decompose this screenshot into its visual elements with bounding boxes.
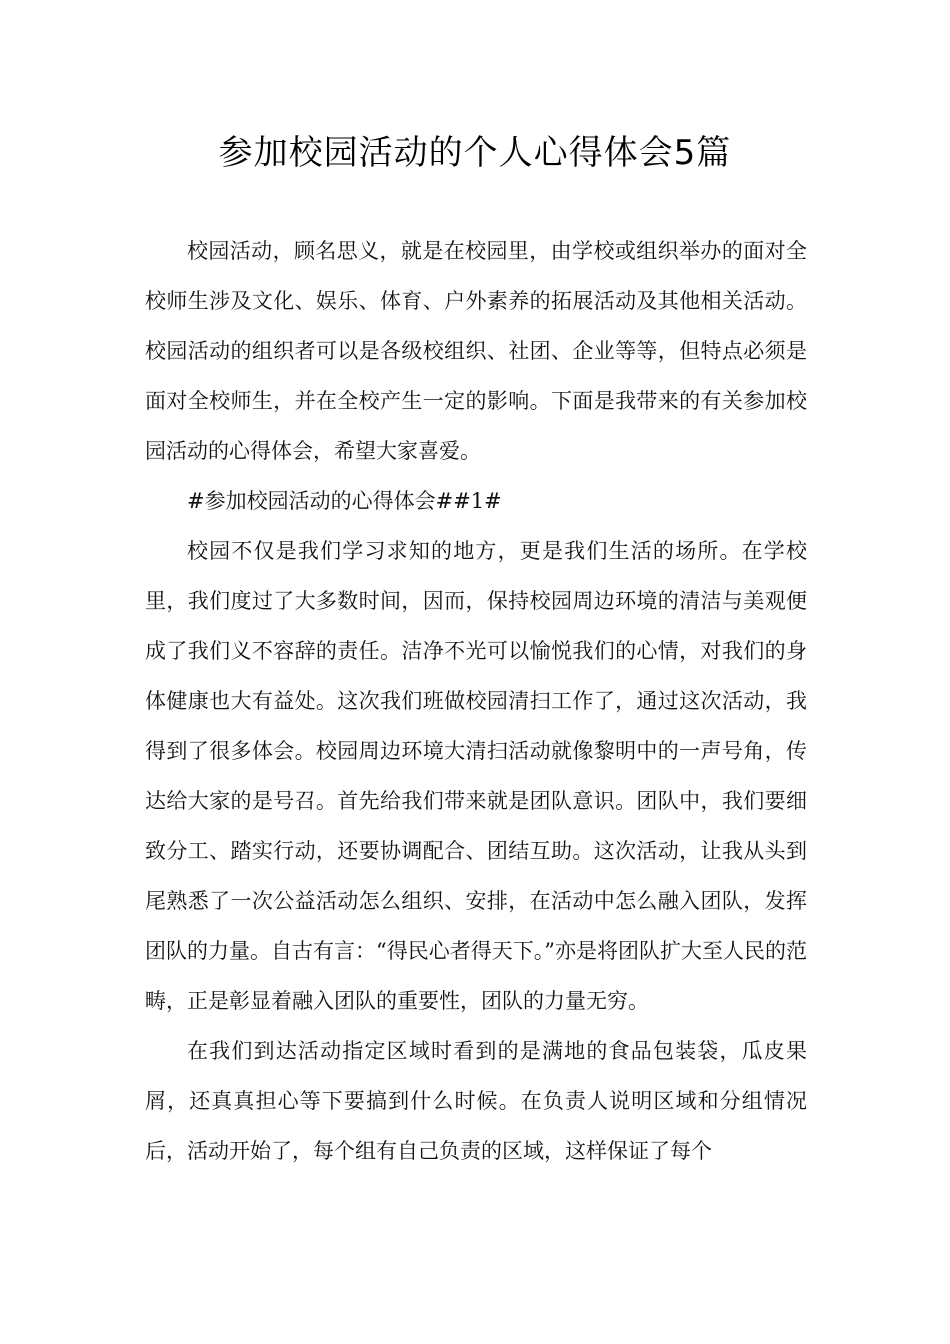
section-heading: #参加校园活动的心得体会##1# bbox=[187, 489, 502, 513]
intro-paragraph: 校园活动，顾名思义，就是在校园里，由学校或组织举办的面对全校师生涉及文化、娱乐、体育、户外素养的拓展活动及其他相关活动。校园活动的组织者可以是各级校组织、社团、企业等等，但特点必须是面对全校师生，并在全校产生一定的影响。下面是我带来的有关参加校园活动的心得体会，希望大家喜爱。 bbox=[145, 239, 807, 463]
document-title: 参加校园活动的个人心得体会5篇 bbox=[218, 133, 732, 173]
body-paragraph: 校园不仅是我们学习求知的地方，更是我们生活的场所。在学校里，我们度过了大多数时间，因而，保持校园周边环境的清洁与美观便成了我们义不容辞的责任。洁净不光可以愉悦我们的心情，对我们的身体健康也大有益处。这次我们班做校园清扫工作了，通过这次活动，我得到了很多体会。校园周边环境大清扫活动就像黎明中的一声号角，传达给大家的是号召。首先给我们带来就是团队意识。团队中，我们要细致分工、踏实行动，还要协调配合、团结互助。这次活动，让我从头到尾熟悉了一次公益活动怎么组织、安排，在活动中怎么融入团队，发挥团队的力量。自古有言：“得民心者得天下。”亦是将团队扩大至人民的范畴，正是彰显着融入团队的重要性，团队的力量无穷。 bbox=[145, 539, 807, 1013]
document-body bbox=[145, 226, 807, 1176]
body-paragraph: 在我们到达活动指定区域时看到的是满地的食品包装袋，瓜皮果屑，还真真担心等下要搞到什么时候。在负责人说明区域和分组情况后，活动开始了，每个组有自己负责的区域，这样保证了每个 bbox=[145, 1039, 807, 1163]
